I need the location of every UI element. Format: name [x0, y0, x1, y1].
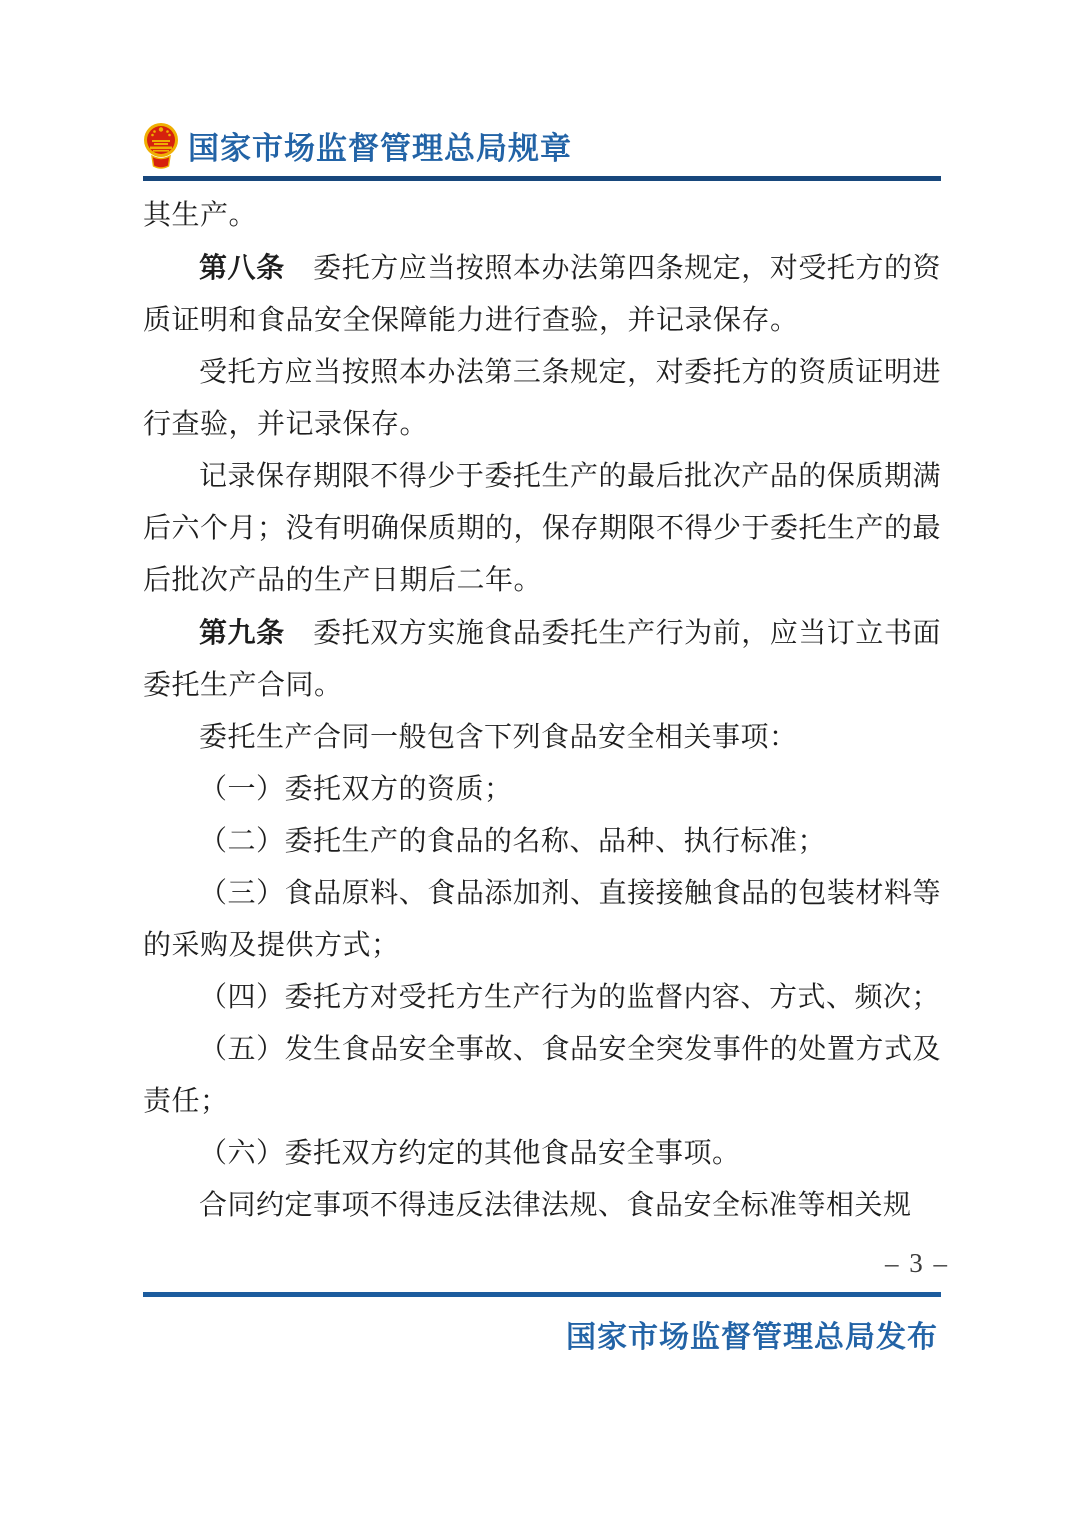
paragraph [143, 1128, 941, 1180]
paragraph-text: （六）委托双方约定的其他食品安全事项。 [199, 1138, 741, 1169]
article-number: 第八条 [199, 252, 285, 283]
paragraph-text: 受托方应当按照本办法第三条规定，对委托方的资质证明进行查验，并记录保存。 [143, 357, 941, 440]
national-emblem-icon [143, 120, 179, 170]
paragraph [143, 816, 941, 868]
document-body [143, 190, 941, 1232]
page-number: – 3 – [885, 1248, 949, 1278]
paragraph-text: 委托方应当按照本办法第四条规定，对受托方的资质证明和食品安全保障能力进行查验，并记录保存。 [143, 253, 941, 336]
paragraph-text: （五）发生食品安全事故、食品安全突发事件的处置方式及责任； [143, 1034, 941, 1117]
paragraph [143, 972, 941, 1024]
paragraph [143, 347, 941, 451]
paragraph [143, 712, 941, 764]
paragraph-text: 记录保存期限不得少于委托生产的最后批次产品的保质期满后六个月；没有明确保质期的，保存期限不得少于委托生产的最后批次产品的生产日期后二年。 [143, 461, 942, 596]
paragraph-text: 合同约定事项不得违反法律法规、食品安全标准等相关规 [199, 1190, 912, 1221]
paragraph-text: 委托生产合同一般包含下列食品安全相关事项： [199, 722, 798, 753]
paragraph-text: 其生产。 [143, 200, 258, 231]
footer-rule [143, 1292, 941, 1297]
paragraph [143, 242, 941, 347]
paragraph-text: （三）食品原料、食品添加剂、直接接触食品的包装材料等的采购及提供方式； [143, 878, 941, 961]
paragraph [143, 607, 941, 712]
paragraph [143, 1024, 941, 1128]
header-title: 国家市场监督管理总局规章 [188, 130, 572, 166]
publisher-label: 国家市场监督管理总局发布 [566, 1321, 938, 1354]
paragraph-text: （四）委托方对受托方生产行为的监督内容、方式、频次； [199, 982, 941, 1013]
article-number: 第九条 [199, 617, 285, 648]
paragraph-text: （二）委托生产的食品的名称、品种、执行标准； [199, 826, 827, 857]
paragraph [143, 868, 941, 972]
paragraph [143, 764, 941, 816]
paragraph-text: 委托双方实施食品委托生产行为前，应当订立书面委托生产合同。 [143, 618, 941, 701]
paragraph [143, 451, 941, 607]
paragraph-text: （一）委托双方的资质； [199, 774, 513, 805]
paragraph [143, 190, 941, 242]
page-header [143, 119, 943, 171]
paragraph [143, 1180, 941, 1232]
header-rule [143, 176, 941, 181]
